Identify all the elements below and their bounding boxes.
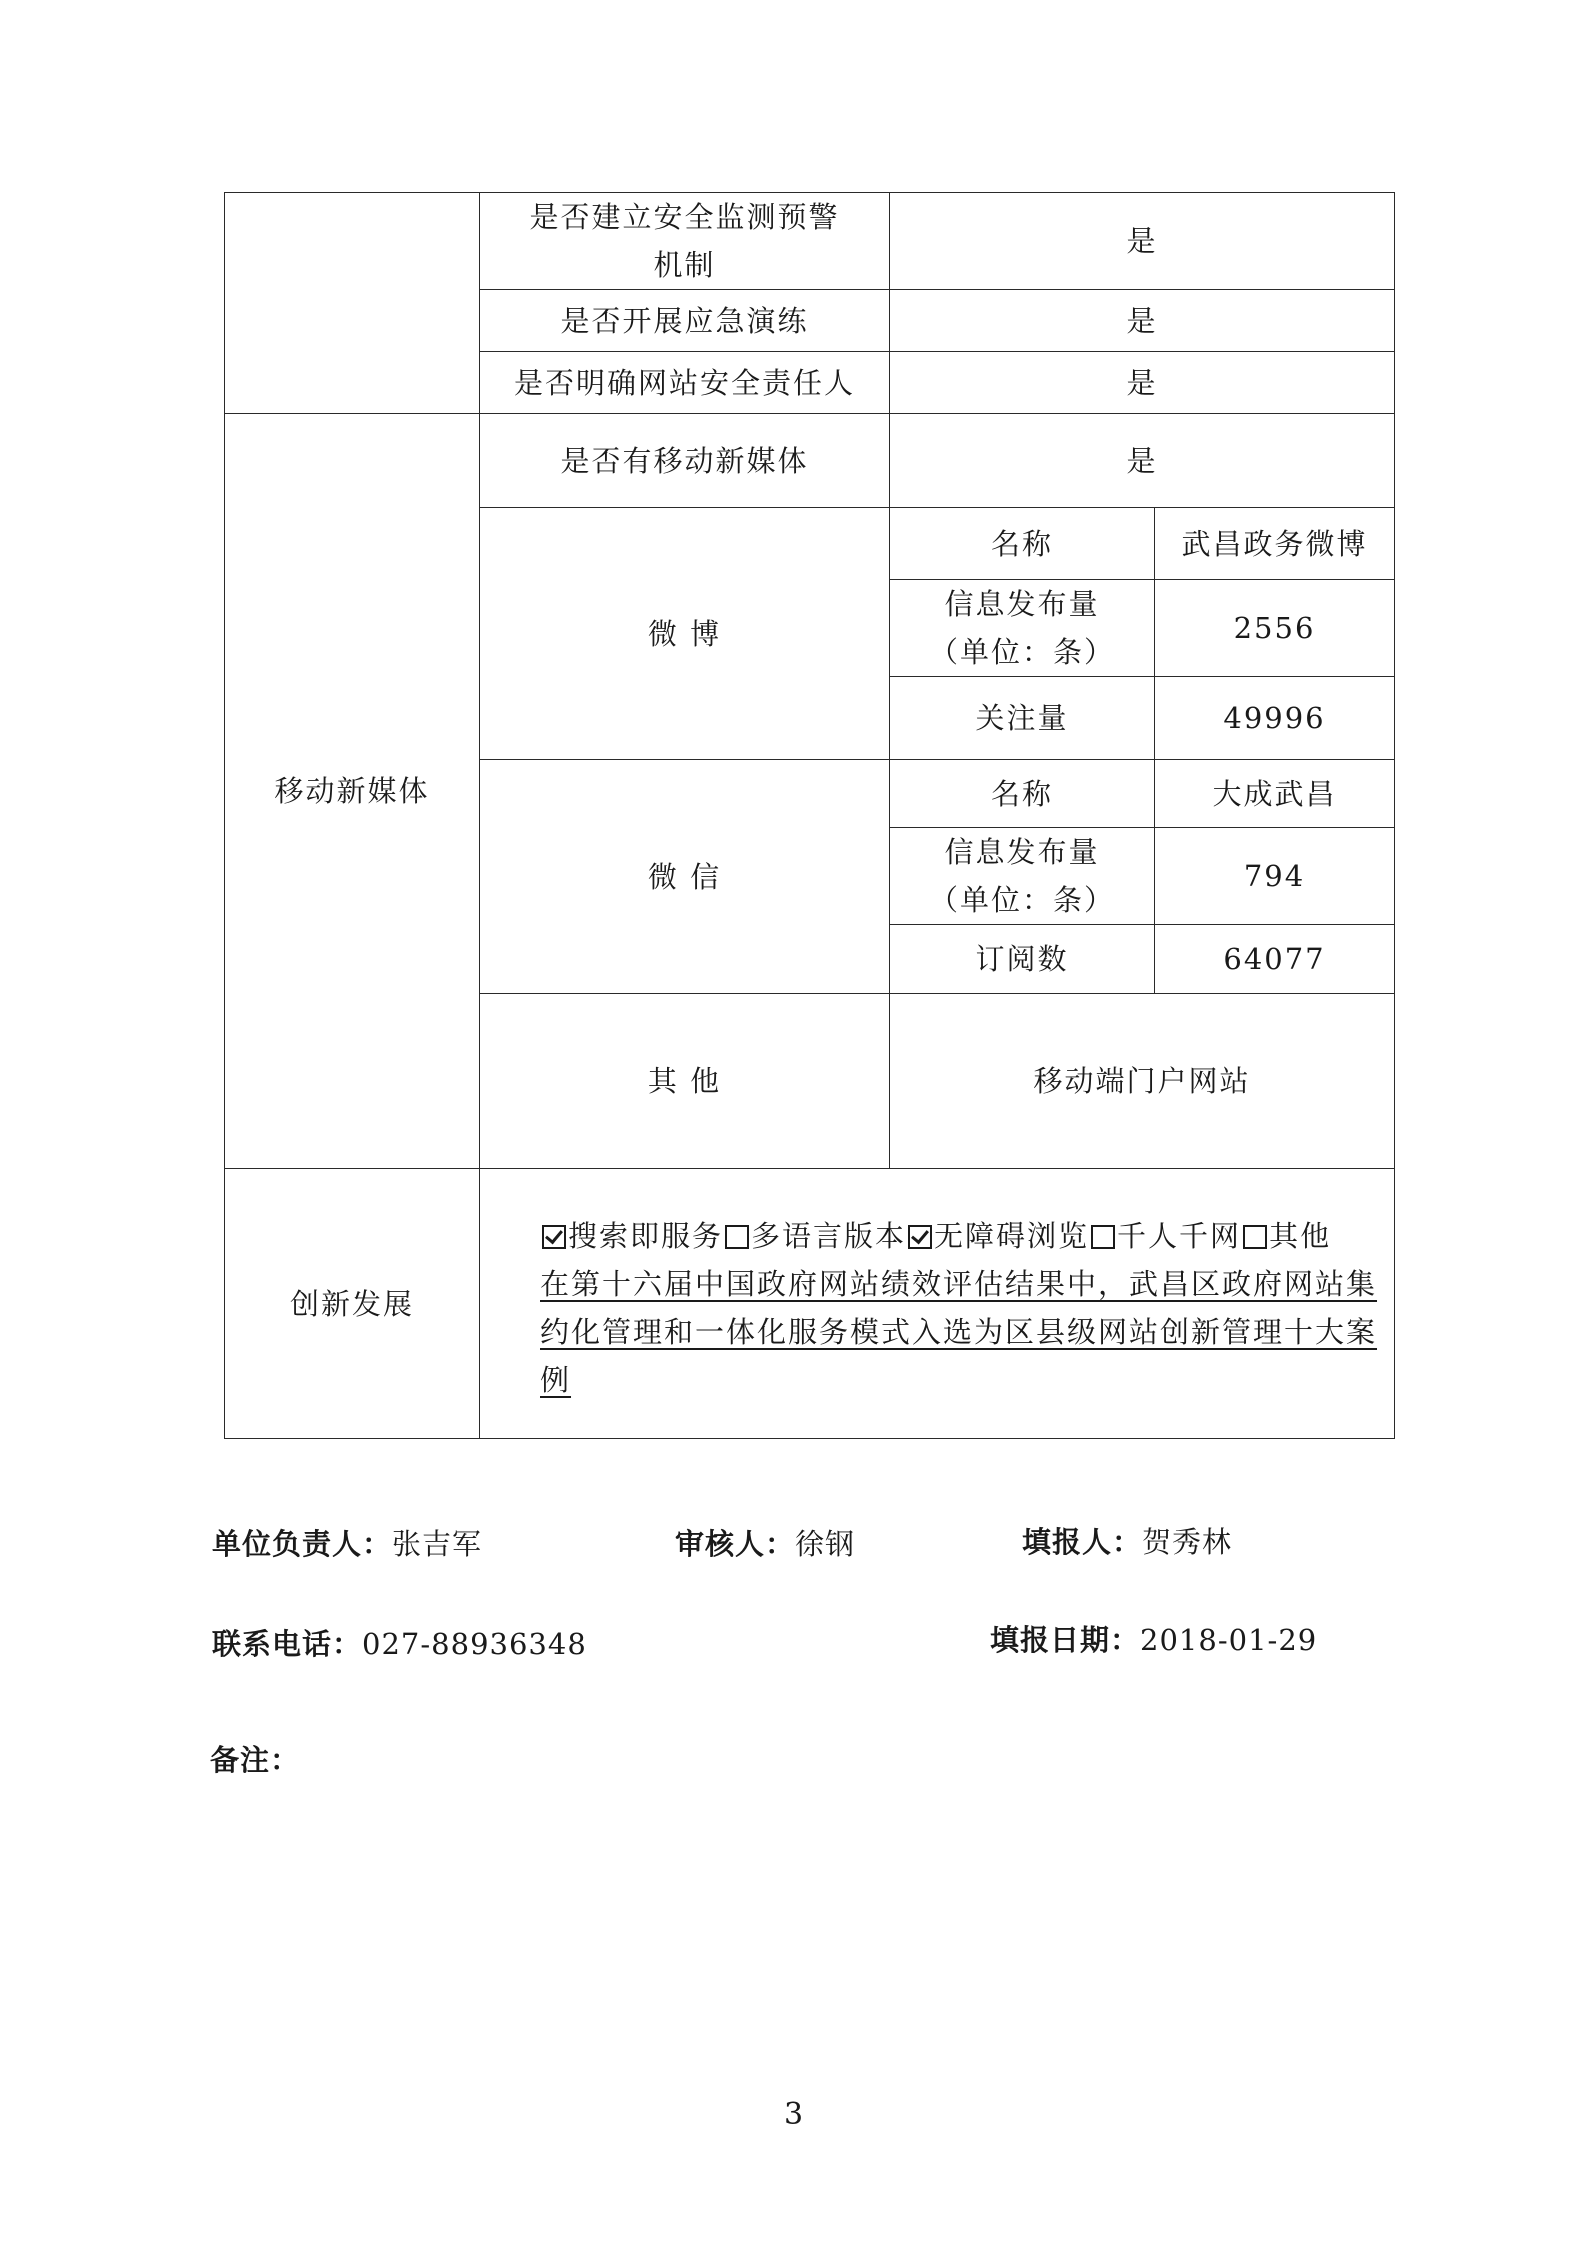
wechat-sub-label: 订阅数 bbox=[890, 925, 1155, 994]
unit-head-label: 单位负责人： bbox=[212, 1527, 393, 1561]
report-table bbox=[224, 192, 1395, 1439]
other-label: 其 他 bbox=[480, 994, 890, 1169]
weibo-name-label: 名称 bbox=[890, 508, 1155, 580]
innovation-section-label: 创新发展 bbox=[225, 1169, 480, 1439]
monitoring-label: 是否建立安全监测预警 机制 bbox=[480, 193, 890, 290]
unit-head bbox=[212, 1522, 482, 1563]
wechat-sub-value: 64077 bbox=[1155, 925, 1395, 994]
mobile-section-label: 移动新媒体 bbox=[225, 414, 480, 1169]
option-search-service-label: 搜索即服务 bbox=[568, 1218, 724, 1253]
row-innovation bbox=[225, 1169, 1395, 1439]
filler bbox=[1022, 1520, 1232, 1561]
phone bbox=[212, 1622, 587, 1663]
option-accessibility-label: 无障碍浏览 bbox=[934, 1218, 1090, 1253]
mobile-has-label: 是否有移动新媒体 bbox=[480, 414, 890, 508]
date-label: 填报日期： bbox=[990, 1623, 1141, 1657]
wechat-count-label: 信息发布量 （单位：条） bbox=[890, 828, 1155, 925]
weibo-label: 微 博 bbox=[480, 508, 890, 760]
responsible-label: 是否明确网站安全责任人 bbox=[480, 352, 890, 414]
monitoring-value: 是 bbox=[890, 193, 1395, 290]
page-number: 3 bbox=[783, 2097, 804, 2132]
innovation-content bbox=[480, 1169, 1395, 1439]
responsible-value: 是 bbox=[890, 352, 1395, 414]
wechat-name-label: 名称 bbox=[890, 760, 1155, 828]
reviewer bbox=[675, 1522, 855, 1563]
innovation-description: 在第十六届中国政府网站绩效评估结果中，武昌区政府网站集约化管理和一体化服务模式入选为区县级网站创新管理十大案例 bbox=[540, 1266, 1378, 1397]
row-mobile-has bbox=[225, 414, 1395, 508]
wechat-count-value: 794 bbox=[1155, 828, 1395, 925]
drill-label: 是否开展应急演练 bbox=[480, 290, 890, 352]
weibo-count-label: 信息发布量 （单位：条） bbox=[890, 580, 1155, 677]
wechat-label: 微 信 bbox=[480, 760, 890, 994]
weibo-name-value: 武昌政务微博 bbox=[1155, 508, 1395, 580]
checkbox-search-service[interactable] bbox=[542, 1225, 566, 1249]
option-other-label: 其他 bbox=[1269, 1218, 1332, 1253]
security-section-cell bbox=[225, 193, 480, 414]
weibo-follow-value: 49996 bbox=[1155, 677, 1395, 760]
weibo-follow-label: 关注量 bbox=[890, 677, 1155, 760]
checkbox-multilingual[interactable] bbox=[725, 1225, 749, 1249]
date-value: 2018-01-29 bbox=[1140, 1623, 1318, 1657]
option-personalized-label: 千人千网 bbox=[1117, 1218, 1242, 1253]
weibo-count-value: 2556 bbox=[1155, 580, 1395, 677]
other-value: 移动端门户网站 bbox=[890, 994, 1395, 1169]
checkbox-other[interactable] bbox=[1243, 1225, 1267, 1249]
phone-label: 联系电话： bbox=[212, 1627, 363, 1661]
reviewer-value: 徐钢 bbox=[795, 1527, 856, 1561]
filler-value: 贺秀林 bbox=[1142, 1525, 1233, 1559]
unit-head-value: 张吉军 bbox=[392, 1527, 483, 1561]
checkbox-personalized[interactable] bbox=[1091, 1225, 1115, 1249]
reviewer-label: 审核人： bbox=[675, 1527, 796, 1561]
filler-label: 填报人： bbox=[1022, 1525, 1143, 1559]
mobile-has-value: 是 bbox=[890, 414, 1395, 508]
wechat-name-value: 大成武昌 bbox=[1155, 760, 1395, 828]
drill-value: 是 bbox=[890, 290, 1395, 352]
phone-value: 027-88936348 bbox=[362, 1627, 587, 1661]
innovation-options bbox=[540, 1212, 1378, 1260]
remarks-label: 备注： bbox=[210, 1743, 301, 1777]
row-monitoring bbox=[225, 193, 1395, 290]
option-multilingual-label: 多语言版本 bbox=[751, 1218, 907, 1253]
checkbox-accessibility[interactable] bbox=[908, 1225, 932, 1249]
fill-date bbox=[990, 1618, 1317, 1659]
